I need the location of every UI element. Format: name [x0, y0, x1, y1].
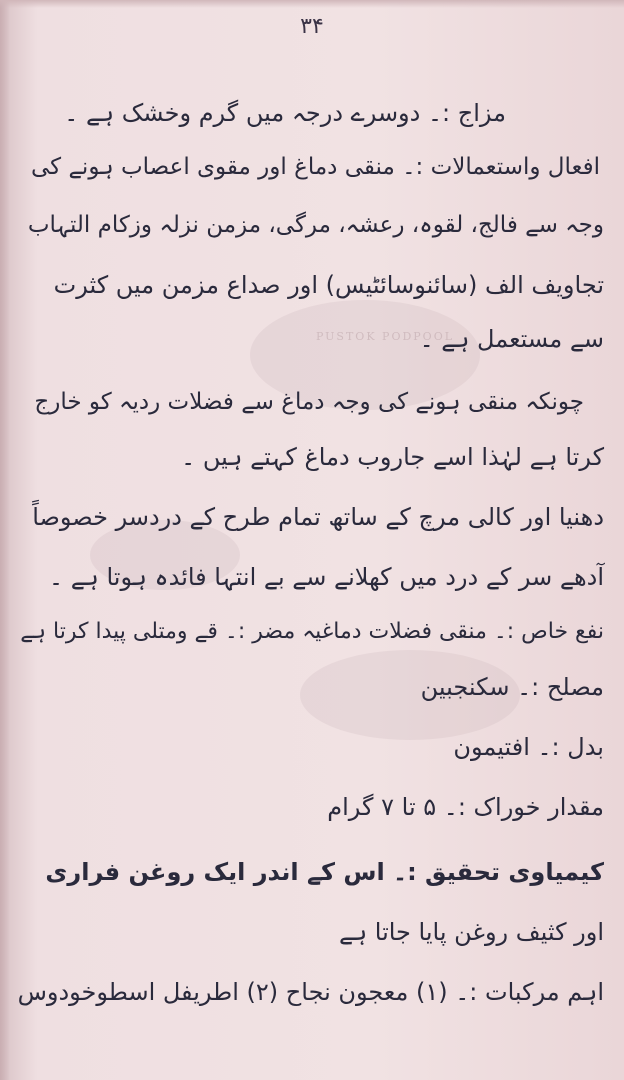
text-line-miqdar: مقدار خوراک :۔ ۵ تا ۷ گرام — [327, 793, 604, 821]
page-top-shadow — [0, 0, 624, 8]
text-line-murakkabat: اہم مرکبات :۔ (۱) معجون نجاح (۲) اطریفل اسطوخودوس — [17, 978, 604, 1006]
text-line-muslih: مصلح :۔ سکنجبین — [420, 673, 604, 701]
text-line: وجہ سے فالج، لقوہ، رعشہ، مرگی، مزمن نزلہ وزکام التہاب — [27, 212, 604, 238]
text-line: آدھے سر کے درد میں کھلانے سے بے انتہا فائدہ ہوتا ہے ۔ — [49, 563, 604, 591]
text-line-afaal-heading: افعال واستعمالات :۔ منقی دماغ اور مقوی اعصاب ہونے کی — [31, 154, 600, 180]
text-line: سے مستعمل ہے ۔ — [419, 325, 604, 353]
text-line-nafa-khas: نفع خاص :۔ منقی فضلات دماغیہ مضر :۔ قے ومتلی پیدا کرتا ہے — [20, 619, 604, 644]
text-line: کرتا ہے لہٰذا اسے جاروب دماغ کہتے ہیں ۔ — [181, 443, 604, 471]
page-edge-shadow — [0, 0, 10, 1080]
text-line-badal: بدل :۔ افتیمون — [453, 733, 604, 761]
faded-stamp-text: PUSTOK PODPOOL — [315, 330, 455, 343]
text-line: تجاویف الف (سائنوسائٹیس) اور صداع مزمن میں کثرت — [53, 271, 604, 299]
text-line-kimiyawi: کیمیاوی تحقیق :۔ اس کے اندر ایک روغن فراری — [45, 858, 604, 886]
page-number: ۳۴ — [300, 14, 324, 39]
text-line: اور کثیف روغن پایا جاتا ہے — [339, 918, 604, 946]
text-line: چونکہ منقی ہونے کی وجہ دماغ سے فضلات ردیہ کو خارج — [34, 389, 584, 415]
text-line: دھنیا اور کالی مرچ کے ساتھ تمام طرح کے دردسر خصوصاً — [32, 503, 604, 531]
text-line-mizaj: مزاج :۔ دوسرے درجہ میں گرم وخشک ہے ۔ — [64, 99, 506, 127]
